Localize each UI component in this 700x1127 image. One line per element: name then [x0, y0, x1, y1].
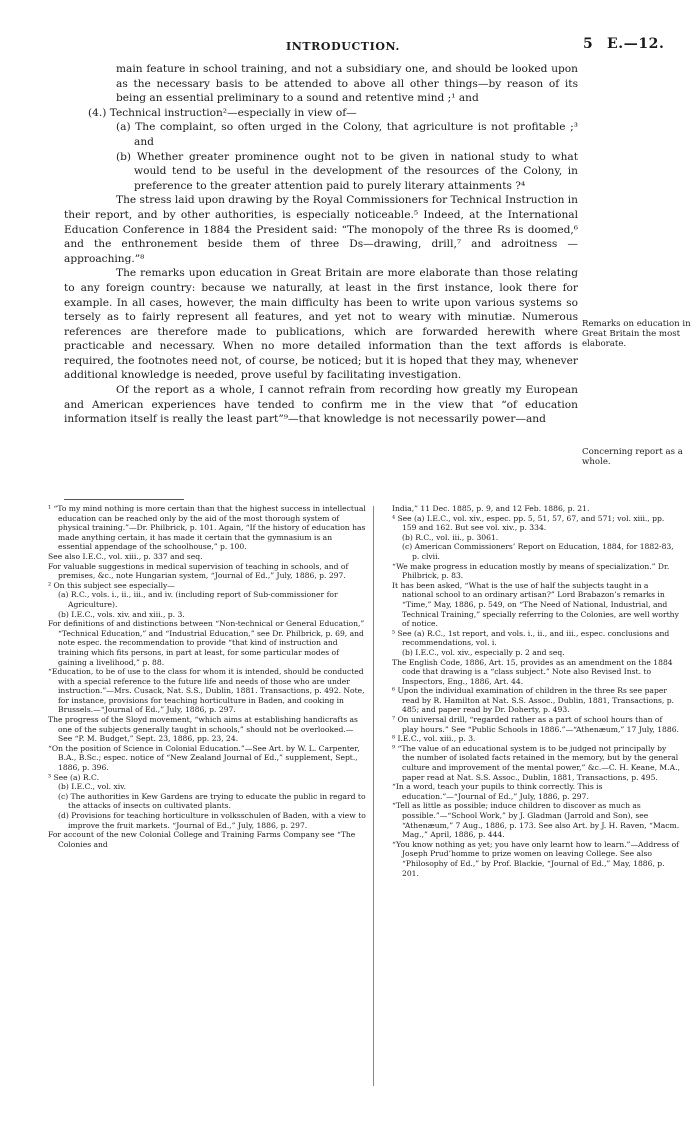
text-line: any foreign country: because we naturally, at least in the first instance, look there for [80, 281, 578, 294]
footnote: (b) I.E.C., vol. xiv., especially p. 2 and seq. [402, 647, 565, 657]
footnote: (b) R.C., vol. iii., p. 3061. [402, 532, 499, 542]
text-line: upon as the necessary basis to be attended to above all other things—by reason [116, 63, 578, 90]
footnote: “We make progress in education mostly by means of specialization.” Dr. Philbrick, p. 83. [392, 561, 670, 581]
text-line: Numerous references are therefore made to publications, which are forwarded herewith [64, 311, 578, 338]
footnote: ² On this subject see especially— [48, 580, 175, 590]
footnote: The English Code, 1886, Art. 15, provides as an amendment on the 1884 code that drawing is a “class subject.” Note also Revised Inst. to Inspectors, Eng., 1886, Art. 44. [392, 657, 673, 686]
text-line: (a) The complaint, so often urged in the Colony, that agriculture is not [116, 121, 514, 134]
footnote: ⁹ “The value of an educational system is to be judged not principally by the number of isolated facts retained in the memory, but by the general culture and improvement of the mental power,” &c.—C. H. Keane, M.A., paper read at Nat. S.S. Assoc., Dublin, 1881, Transactions, p. 495. [392, 743, 680, 782]
text-line: systems so tersely as to fairly represent all features, and yet not to weary with minutiæ. [64, 296, 578, 324]
footnote: (a) R.C., vols. i., ii., iii., and iv. (including report of Sub-commissioner for Agriculture). [58, 590, 338, 609]
footnote: India,” 11 Dec. 1885, p. 9, and 12 Feb. 1886, p. 21. [392, 504, 590, 513]
footnote: It has been asked, “What is the use of half the subjects taught in a national school to an ordinary artisan?” Lord Brabazon’s remarks in “Time,” May, 1886, p. 549, on “The Need of National, Industrial, and Technical Training,” specially referring to the Colonies, are well worthy of notice. [392, 580, 679, 629]
text-line: attainments ?⁴ [447, 179, 526, 192]
text-line: of its being an essential preliminary to a sound and retentive mind ;¹ and [116, 77, 579, 105]
paragraph-continuation [64, 62, 578, 106]
text-line: The remarks upon education in Great Britain are more elaborate than those relating to [64, 267, 578, 294]
text-line: information itself is really the least part”⁹—that knowledge is not necessarily power—and [64, 413, 546, 426]
sub-item-a [64, 120, 578, 149]
text-line: Of the report as a whole, I cannot refrain from recording how greatly my European [116, 384, 578, 397]
text-line: whenever additional knowledge is needed, prove useful by facilitating investigation. [64, 354, 578, 382]
footnote: ⁵ See (a) R.C., 1st report, and vols. i., ii., and iii., espec. conclusions and recommendations, vol. i. [392, 628, 670, 648]
text-line: what would tend to be useful in the development of the resources of [134, 150, 578, 178]
footnote: “In a word, teach your pupils to think correctly. This is education.”—“Journal of Ed.,” July, 1886, p. 297. [392, 782, 603, 801]
text-line: (b) Whether greater prominence ought not to be given in national study to [116, 150, 552, 163]
footnote: ⁷ On universal drill, “regarded rather as a part of school hours than of play hours.” See “Public Schools in 1886.”—“Athenæum,” 17 July, 1886. [392, 715, 679, 734]
footnotes-right-column [380, 504, 680, 878]
footnote: (d) Provisions for teaching horticulture in volksschulen of Baden, with a view to improve the fruit markets. “Journal of Ed.,” July, 1886, p. 297. [58, 811, 366, 830]
text-line: Education Conference in 1884 the President said: “The monopoly of the three Rs is [64, 223, 528, 236]
body-text [64, 62, 578, 427]
text-line: the Colony, in preference to the greater attention paid to purely literary [134, 165, 578, 192]
document-reference: E.—12. [607, 36, 665, 52]
footnote: (c) The authorities in Kew Gardens are trying to educate the public in regard to the attacks of insects on cultivated plants. [58, 791, 366, 811]
footnote: (b) I.E.C., vol. xiv. [58, 782, 126, 792]
paragraph-drawing [64, 193, 578, 266]
footnote: ⁶ Upon the individual examination of children in the three Rs see paper read by R. Hamilton at Nat. S.S. Assoc., Dublin, 1881, Transactions, p. 485; and paper read by Dr. Doherty, p. 493. [392, 686, 674, 715]
footnote: ³ See (a) R.C. [48, 772, 100, 782]
text-line: their report, and by other authorities, is especially noticeable.⁵ Indeed, at the International [64, 208, 578, 221]
text-line: —approaching.”⁸ [64, 238, 578, 265]
footnote: ¹ “To my mind nothing is more certain than that the highest success in intellectual education can be reached only by the aid of the most thorough system of physical training.”—Dr. Philbrick, p. 101. Again, “If the history of education has made anything certain, it has made it certain that the gymnasium is an essential appendage of the schoolhouse,” p. 100. [48, 504, 366, 552]
list-item-technical-instruction: (4.) Technical instruction²—especially in view of— [88, 106, 357, 119]
text-line: example. In all cases, however, the main difficulty has been to write upon various [64, 296, 519, 309]
text-line: profitable ;³ and [134, 121, 578, 148]
text-line: doomed,⁶ and the enthronement beside them of three Ds—drawing, drill,⁷ and adroitness [64, 223, 578, 251]
page-number: 5 [583, 36, 594, 52]
text-line: is required, the footnotes need not, of course, be noticed; but it is hoped that they may, [64, 340, 578, 367]
sidenote-remarks: Remarks on education in Great Britain the most elaborate. [582, 319, 691, 349]
paragraph-report-whole [64, 383, 578, 427]
footnote: “Education, to be of use to the class for whom it is intended, should be conducted with a special reference to the future life and needs of those who are under instruction.”—Mrs. Cusack, Nat. S.S., Dublin, 1881. Transactions, p. 492. Note, for instance, provisions for teaching horticulture in Baden, and cooking in Brussels.—“Journal of Ed.,” July, 1886, p. 297. [48, 667, 365, 715]
text-line: where practicable and necessary. When no more detailed information than the text affords [64, 325, 578, 353]
sub-item-b [64, 150, 578, 194]
footnote: See also I.E.C., vol. xiii., p. 337 and seq. [48, 551, 203, 561]
paragraph-great-britain [64, 266, 578, 383]
sidenote-concerning: Concerning report as a whole. [582, 447, 683, 467]
text-line: The stress laid upon drawing by the Royal Commissioners for Technical Instruction in [116, 194, 578, 207]
footnote: The progress of the Sloyd movement, “which aims at establishing handicrafts as one of the subjects generally taught in schools,” should not be overlooked.—See “P. M. Budget,” Sept. 23, 1886, pp. 23, 24. [48, 715, 358, 744]
footnote: “Tell as little as possible; induce children to discover as much as possible.”—“School Work,” by J. Gladman (Jarrold and Son), see “Athenæum,” 7 Aug., 1886, p. 173. See also Art. by J. H. Raven, “Macm. Mag.,” April, 1886, p. 444. [392, 801, 680, 840]
footnotes-left-column [36, 504, 366, 849]
column-divider [373, 506, 374, 1086]
footnote: For account of the new Colonial College and Training Farms Company see “The Colonies and [48, 830, 356, 849]
footnote: For definitions of and distinctions between “Non-technical or General Education,” “Technical Education,” and “Industrial Education,” see Dr. Philbrick, p. 69, and note espec. the recommendation to provide “that kind of instruction and training which fits persons, in part at least, for some particular modes of gaining a livelihood,” p. 88. [48, 619, 365, 667]
footnote: ⁴ See (a) I.E.C., vol. xiv., espec. pp. 5, 51, 57, 67, and 571; vol. xiii., pp. 159 and 162. But see vol. xiv., p. 334. [392, 513, 665, 533]
text-line: and American experiences have tended to confirm me in the view that “of education [64, 398, 578, 411]
text-line: main feature in school training, and not a subsidiary one, and should be looked [116, 63, 552, 75]
footnote: (c) American Commissioners’ Report on Education, 1884, for 1882-83, p. clvii. [402, 542, 674, 561]
footnote: ⁸ I.E.C., vol. xiii., p. 3. [392, 734, 476, 744]
footnote: “On the position of Science in Colonial Education.”—See Art. by W. L. Carpenter, B.A., B.Sc.; espec. notice of “New Zealand Journal of Ed.,” supplement, Sept., 1886, p. 396. [48, 743, 360, 773]
footnote-separator [64, 499, 184, 500]
footnote: “You know nothing as yet; you have only learnt how to learn.”—Address of Joseph Prud’homme to prize women on leaving College. See also “Philosophy of Ed.,” by Prof. Blackie, “Journal of Ed.,” May, 1886, p. 201. [392, 839, 679, 878]
footnote: For valuable suggestions in medical supervision of teaching in schools, and of premises, &c., note Hungarian system, “Journal of Ed.,” July, 1886, p. 297. [48, 561, 349, 581]
footnote: (b) I.E.C., vols. xiv. and xiii., p. 3. [58, 609, 185, 619]
running-header-title: INTRODUCTION. [286, 40, 400, 53]
